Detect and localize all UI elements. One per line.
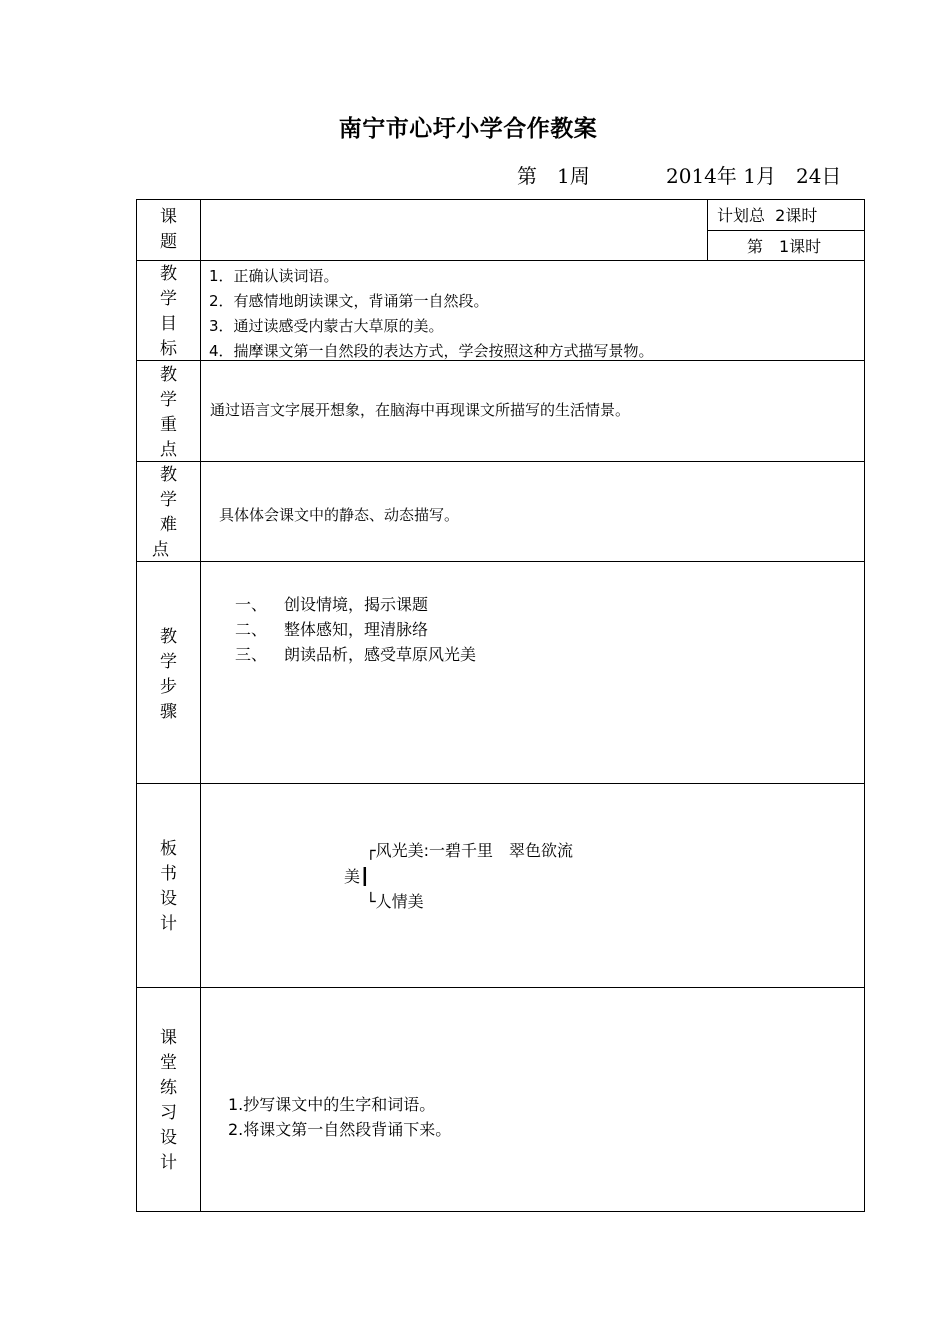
label-difficulty: 教 学 难 点: [152, 465, 177, 560]
board-line-center: 美┃: [344, 867, 370, 886]
table-border-right: [864, 199, 865, 1212]
goal-item: 1．正确认读词语。: [209, 267, 339, 285]
label-steps: 教 学 步 骤: [160, 627, 177, 722]
plan-cell-divider: [707, 230, 865, 231]
label-topic: 课 题: [160, 207, 177, 252]
exercise-item: 1.抄写课文中的生字和词语。: [228, 1095, 436, 1114]
step-number: 三、: [235, 645, 268, 664]
label-exercise-design: 课 堂 练 习 设 计: [160, 1028, 177, 1173]
label-key-point: 教 学 重 点: [160, 365, 177, 460]
goal-item: 3．通过读感受内蒙古大草原的美。: [209, 317, 444, 335]
goal-item: 4．揣摩课文第一自然段的表达方式，学会按照这种方式描写景物。: [209, 342, 654, 360]
label-goals: 教 学 目 标: [160, 264, 177, 359]
plan-current: 第 1课时: [747, 237, 822, 256]
row-divider: [136, 260, 865, 261]
step-text: 整体感知，理清脉络: [284, 620, 429, 639]
row-divider: [136, 561, 865, 562]
step-text: 朗读品析，感受草原风光美: [284, 645, 477, 664]
difficulty-text: 具体体会课文中的静态、动态描写。: [219, 506, 460, 524]
row-divider: [136, 461, 865, 462]
step-text: 创设情境，揭示课题: [284, 595, 429, 614]
row-divider: [136, 987, 865, 988]
board-line-scenery: ┌风光美:一碧千里 翠色欲流: [366, 841, 574, 860]
date-label: 2014年 1月 24日: [666, 164, 842, 188]
week-label: 第 1周: [517, 164, 590, 188]
step-number: 二、: [235, 620, 268, 639]
page-title: 南宁市心圩小学合作教案: [338, 116, 598, 142]
label-board-design: 板 书 设 计: [160, 839, 177, 934]
step-number: 一、: [235, 595, 268, 614]
key-point-text: 通过语言文字展开想象，在脑海中再现课文所描写的生活情景。: [210, 401, 631, 419]
exercise-item: 2.将课文第一自然段背诵下来。: [228, 1120, 452, 1139]
board-line-people: └人情美: [366, 892, 424, 911]
plan-total: 计划总 2课时: [717, 206, 818, 225]
goal-item: 2．有感情地朗读课文，背诵第一自然段。: [209, 292, 489, 310]
row-divider: [136, 783, 865, 784]
label-column-divider: [200, 199, 201, 1212]
table-border-bottom: [136, 1211, 865, 1212]
table-border-top: [136, 199, 865, 200]
